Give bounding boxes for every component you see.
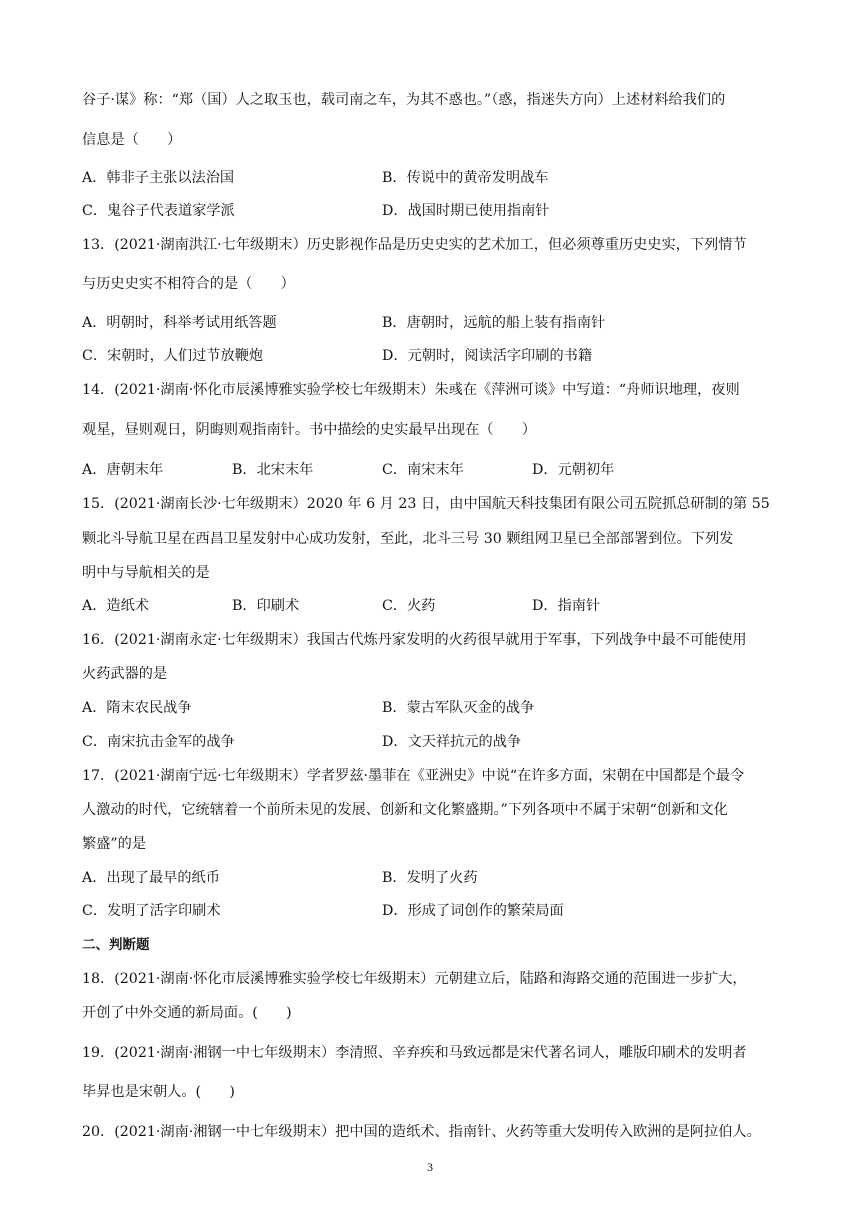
q15-option-d: D．指南针 xyxy=(532,598,601,614)
q15-line3: 明中与导航相关的是 xyxy=(82,565,210,581)
q13-line1: 13．(2021·湖南洪江·七年级期末）历史影视作品是历史史实的艺术加工，但必须尊重历史史实，下列情节 xyxy=(82,237,747,253)
q17-option-c: C．发明了活字印刷术 xyxy=(82,903,221,919)
q12-option-c: C．鬼谷子代表道家学派 xyxy=(82,203,235,219)
q12-option-a: A．韩非子主张以法治国 xyxy=(82,170,235,186)
q17-line3: 繁盛”的是 xyxy=(82,836,147,852)
q17-option-a: A．出现了最早的纸币 xyxy=(82,870,220,886)
section-heading-judgment: 二、判断题 xyxy=(82,937,150,953)
q16-line1: 16．(2021·湖南永定·七年级期末）我国古代炼丹家发明的火药很早就用于军事，下列战争中最不可能使用 xyxy=(82,632,747,648)
q16-line2: 火药武器的是 xyxy=(82,666,168,682)
q17-option-d: D．形成了词创作的繁荣局面 xyxy=(382,903,564,919)
q16-option-b: B．蒙古军队灭金的战争 xyxy=(382,700,535,716)
q13-option-c: C．宋朝时，人们过节放鞭炮 xyxy=(82,348,264,364)
q16-option-d: D．文天祥抗元的战争 xyxy=(382,734,522,750)
q17-option-b: B．发明了火药 xyxy=(382,870,478,886)
q19-line1: 19．(2021·湖南·湘钢一中七年级期末）李清照、辛弃疾和马致远都是宋代著名词人，雕版印刷术的发明者 xyxy=(82,1045,747,1061)
q15-line1: 15．(2021·湖南长沙·七年级期末）2020 年 6 月 23 日，由中国航天科技集团有限公司五院抓总研制的第 55 xyxy=(82,496,770,512)
q19-line2: 毕昇也是宋朝人。( ) xyxy=(82,1084,235,1100)
q12-option-b: B．传说中的黄帝发明战车 xyxy=(382,170,549,186)
q14-option-b: B．北宋末年 xyxy=(232,462,314,478)
q12-option-d: D．战国时期已使用指南针 xyxy=(382,203,550,219)
q15-line2: 颗北斗导航卫星在西昌卫星发射中心成功发射，至此，北斗三号 30 颗组网卫星已全部部署到位。下列发 xyxy=(82,531,734,547)
q15-option-b: B．印刷术 xyxy=(232,598,300,614)
q13-option-b: B．唐朝时，远航的船上装有指南针 xyxy=(382,315,606,331)
q14-line2: 观星，昼则观日，阴晦则观指南针。书中描绘的史实最早出现在（ ） xyxy=(82,422,537,438)
q17-line1: 17．(2021·湖南宁远·七年级期末）学者罗兹·墨菲在《亚洲史》中说“在许多方面，宋朝在中国都是个最令 xyxy=(82,768,745,784)
q18-line2: 开创了中外交通的新局面。( ) xyxy=(82,1005,292,1021)
page-number: 3 xyxy=(427,1160,433,1174)
q13-line2: 与历史史实不相符合的是（ ） xyxy=(82,276,295,292)
q16-option-c: C．南宋抗击金军的战争 xyxy=(82,734,235,750)
q12-line2: 信息是（ ） xyxy=(82,132,182,148)
q14-option-d: D．元朝初年 xyxy=(532,462,615,478)
q15-option-c: C．火药 xyxy=(382,598,436,614)
q15-option-a: A．造纸术 xyxy=(82,598,149,614)
q14-line1: 14．(2021·湖南·怀化市辰溪博雅实验学校七年级期末）朱彧在《萍洲可谈》中写道：“舟师识地理，夜则 xyxy=(82,382,740,398)
q13-option-d: D．元朝时，阅读活字印刷的书籍 xyxy=(382,348,593,364)
q18-line1: 18．(2021·湖南·怀化市辰溪博雅实验学校七年级期末）元朝建立后，陆路和海路交通的范围进一步扩大， xyxy=(82,971,747,987)
q13-option-a: A．明朝时，科举考试用纸答题 xyxy=(82,315,277,331)
q20-line1: 20．(2021·湖南·湘钢一中七年级期末）把中国的造纸术、指南针、火药等重大发明传入欧洲的是阿拉伯人。 xyxy=(82,1124,761,1140)
q17-line2: 人激动的时代，它统辖着一个前所未见的发展、创新和文化繁盛期。”下列各项中不属于宋朝“创新和文化 xyxy=(82,802,728,818)
q14-option-a: A．唐朝末年 xyxy=(82,462,164,478)
q14-option-c: C．南宋末年 xyxy=(382,462,464,478)
q16-option-a: A．隋末农民战争 xyxy=(82,700,192,716)
q12-line1: 谷子·谋》称：“郑（国）人之取玉也，载司南之车，为其不惑也。”（惑，指迷失方向）上述材料给我们的 xyxy=(82,92,726,108)
